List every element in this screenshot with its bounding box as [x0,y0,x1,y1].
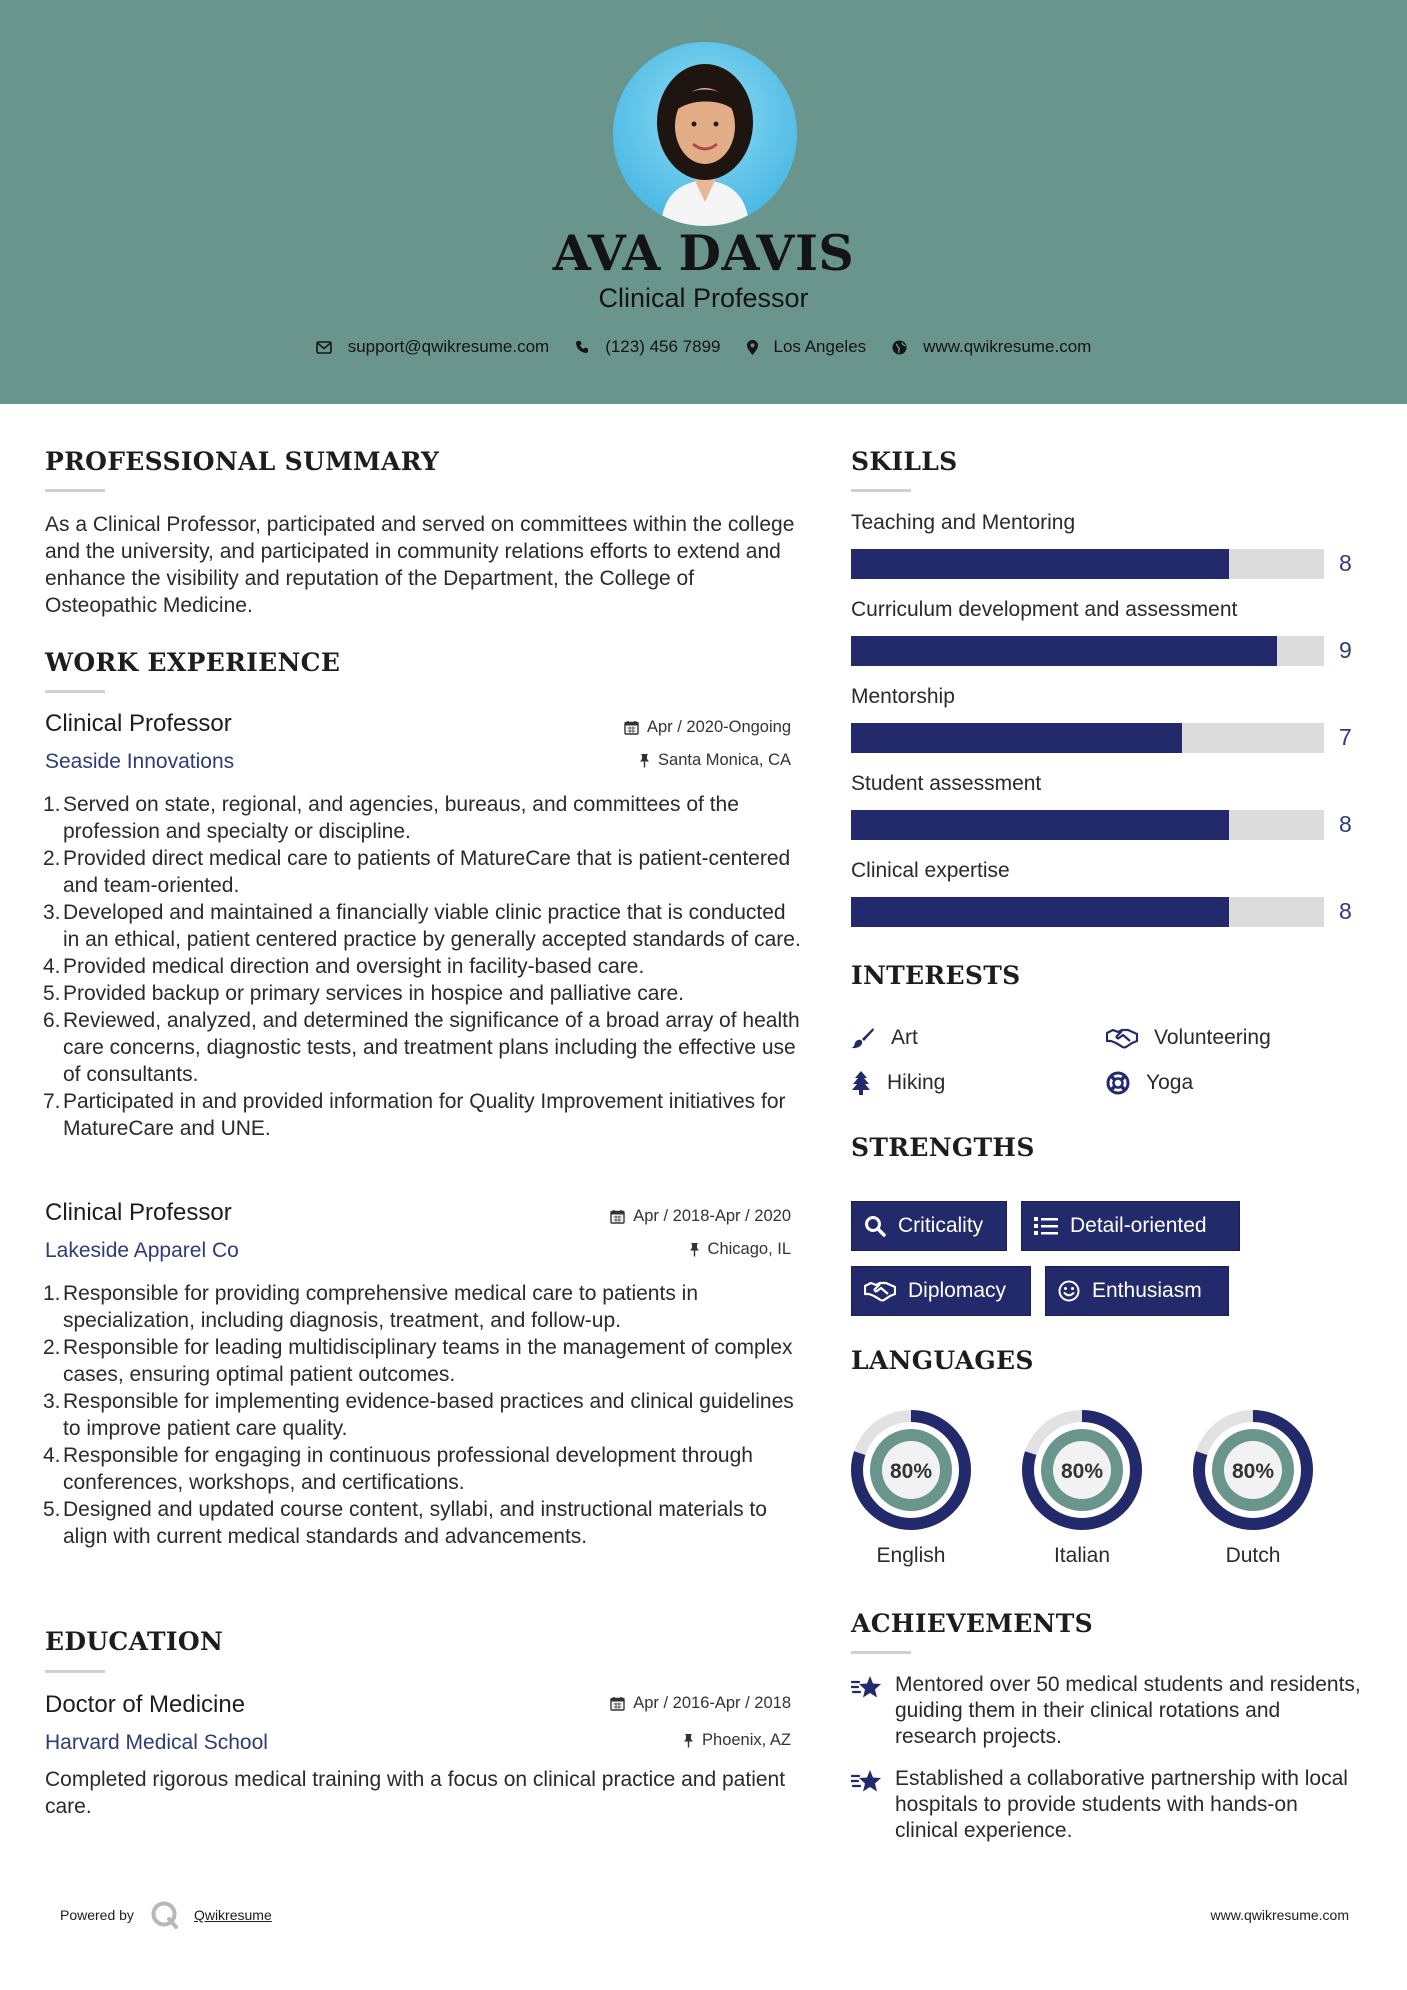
job-title: Clinical Professor [45,1199,232,1226]
skill-bar-track [851,636,1324,666]
contact-location [747,337,867,357]
achievements-heading-rule [851,1651,911,1654]
company-name: Seaside Innovations [45,750,235,773]
interest-item [1106,1071,1193,1095]
strength-label: Diplomacy [908,1279,1007,1302]
qwikresume-logo-icon [150,1900,180,1930]
language-ring [1192,1409,1314,1531]
skill-bar-track [851,723,1324,753]
contact-bar [0,337,1407,357]
candidate-title: Clinical Professor [598,283,809,313]
strength-chip [1021,1201,1240,1251]
job-title: Clinical Professor [45,710,232,737]
skill-label: Mentorship [851,685,955,708]
interest-item [851,1026,918,1050]
interest-item [1106,1026,1271,1050]
job-date [500,718,791,737]
phone-icon [575,340,589,354]
contact-phone[interactable] [575,337,720,357]
skill-label: Curriculum development and assessment [851,598,1238,621]
list-item: 1. Responsible for providing comprehensive medical care to patients in specialization, including diagnosis, treatment, and follow-up. [43,1282,699,1332]
envelope-icon [316,341,332,354]
school-name: Harvard Medical School [45,1731,268,1754]
interest-item [851,1071,945,1095]
language-percent: 80% [1060,1460,1104,1483]
lifebuoy-icon [1106,1071,1130,1095]
list-item: 7. Participated in and provided information for Quality Improvement initiatives for MatureCare and UNE. [43,1090,786,1140]
strength-label: Enthusiasm [1092,1279,1202,1302]
profile-photo [613,42,797,226]
summary-text: As a Clinical Professor, participated and served on committees within the college and the university, and participated in community relations efforts to extend and enhance the visibility and reputation of the Department, the College of Osteopathic Medicine. [45,513,795,617]
contact-website[interactable] [892,337,1091,357]
list-item: 3. Developed and maintained a financially viable clinic practice that is conducted in an ethical, patient centered practice by generally accepted standards of care. [43,901,801,951]
skills-heading: SKILLS [851,447,958,476]
search-icon [864,1215,886,1237]
company-name: Lakeside Apparel Co [45,1239,239,1262]
list-item: 5. Designed and updated course content, syllabi, and instructional materials to align with current medical standards and advancements. [43,1498,767,1548]
calendar-icon [624,720,639,735]
strength-label: Criticality [898,1214,984,1237]
globe-icon [892,340,907,355]
list-item: 3. Responsible for implementing evidence-based practices and clinical guidelines to improve patient care quality. [43,1390,794,1440]
star-award-icon [851,1768,883,1796]
handshake-icon [1106,1027,1138,1049]
brand-link[interactable]: Qwikresume [193,1907,272,1923]
language-name: Italian [1053,1544,1111,1567]
job-date-text: Apr / 2018-Apr / 2020 [633,1207,791,1225]
job-location-text: Santa Monica, CA [658,751,791,769]
languages-heading: LANGUAGES [851,1346,1034,1375]
skill-score: 8 [1339,811,1352,837]
pushpin-icon [689,1242,700,1257]
experience-heading: WORK EXPERIENCE [45,648,341,677]
education-location-text: Phoenix, AZ [702,1731,791,1749]
job-bullet-list [45,1280,805,1550]
email-text: support@qwikresume.com [347,337,550,356]
strength-chip [1045,1266,1229,1316]
interest-label: Yoga [1146,1071,1194,1094]
education-heading: EDUCATION [45,1627,224,1656]
skill-label: Teaching and Mentoring [851,511,1076,534]
phone-text: (123) 456 7899 [605,337,721,356]
achievement-text: Mentored over 50 medical students and residents, guiding them in their clinical rotations and research projects. [895,1673,1361,1748]
experience-heading-rule [45,690,105,693]
website-text: www.qwikresume.com [923,337,1092,356]
skill-bar-fill [851,723,1182,753]
handshake-icon [864,1280,896,1302]
job-date-text: Apr / 2020-Ongoing [646,718,791,736]
strength-label: Detail-oriented [1070,1214,1207,1237]
skill-bar-track [851,897,1324,927]
contact-email[interactable] [316,337,550,357]
skill-bar-track [851,810,1324,840]
smile-icon [1058,1280,1080,1302]
education-date [500,1694,791,1713]
strength-chip [851,1266,1031,1316]
star-award-icon [851,1674,883,1702]
skill-bar-fill [851,897,1229,927]
achievement-text: Established a collaborative partnership with local hospitals to provide students with hands-on clinical experience. [895,1767,1348,1842]
paintbrush-icon [851,1027,875,1049]
tree-icon [851,1071,871,1095]
education-date-text: Apr / 2016-Apr / 2018 [633,1694,791,1712]
skill-bar-fill [851,636,1277,666]
job-location [500,751,791,770]
calendar-icon [610,1696,625,1711]
pushpin-icon [639,753,650,768]
list-item: 2. Responsible for leading multidisciplinary teams in the management of complex cases, ensuring optimal patient outcomes. [43,1336,793,1386]
skill-bar-track [851,549,1324,579]
powered-by-text: Powered by [60,1907,134,1923]
summary-heading: PROFESSIONAL SUMMARY [45,447,440,476]
job-location-text: Chicago, IL [707,1240,791,1258]
strength-chip [851,1201,1007,1251]
achievements-heading: ACHIEVEMENTS [851,1609,1093,1638]
list-item: 2. Provided direct medical care to patients of MatureCare that is patient-centered and team-oriented. [43,847,791,897]
location-text: Los Angeles [773,337,867,356]
interest-label: Volunteering [1154,1026,1271,1049]
achievement-item [851,1766,1361,1844]
skill-score: 8 [1339,550,1352,576]
job-date [500,1207,791,1226]
language-name: Dutch [1225,1544,1281,1567]
candidate-name: AVA DAVIS [552,224,855,282]
degree-title: Doctor of Medicine [45,1691,246,1718]
skill-label: Clinical expertise [851,859,1010,882]
pushpin-icon [683,1733,694,1748]
interest-label: Hiking [887,1071,946,1094]
language-name: English [876,1544,946,1567]
education-text: Completed rigorous medical training with a focus on clinical practice and patient care. [45,1768,786,1818]
summary-heading-rule [45,489,105,492]
skill-bar-fill [851,549,1229,579]
calendar-icon [610,1209,625,1224]
language-ring [850,1409,972,1531]
skill-score: 7 [1339,724,1352,750]
achievement-item [851,1672,1361,1750]
list-item: 1. Served on state, regional, and agencies, bureaus, and committees of the profession and specialty or discipline. [43,793,739,843]
skills-heading-rule [851,489,911,492]
skill-score: 9 [1339,637,1352,663]
map-pin-icon [747,340,758,355]
list-item: 4. Provided medical direction and oversight in facility-based care. [43,955,645,978]
resume-header [0,0,1407,404]
interests-heading: INTERESTS [851,961,1021,990]
list-icon [1034,1216,1058,1236]
education-location [500,1731,791,1750]
list-item: 5. Provided backup or primary services in hospice and palliative care. [43,982,684,1005]
language-ring [1021,1409,1143,1531]
footer-url[interactable]: www.qwikresume.com [1210,1907,1349,1923]
education-heading-rule [45,1670,105,1673]
strengths-heading: STRENGTHS [851,1133,1035,1162]
language-percent: 80% [889,1460,933,1483]
interest-label: Art [891,1026,918,1049]
job-location [500,1240,791,1259]
language-percent: 80% [1231,1460,1275,1483]
skill-bar-fill [851,810,1229,840]
footer-powered-by [60,1900,272,1930]
skill-score: 8 [1339,898,1352,924]
skill-label: Student assessment [851,772,1042,795]
list-item: 4. Responsible for engaging in continuous professional development through conferences, workshops, and certifications. [43,1444,753,1494]
job-bullet-list [45,791,805,1142]
list-item: 6. Reviewed, analyzed, and determined the significance of a broad array of health care concerns, diagnostic tests, and treatment plans including the effective use of consultants. [43,1009,800,1086]
